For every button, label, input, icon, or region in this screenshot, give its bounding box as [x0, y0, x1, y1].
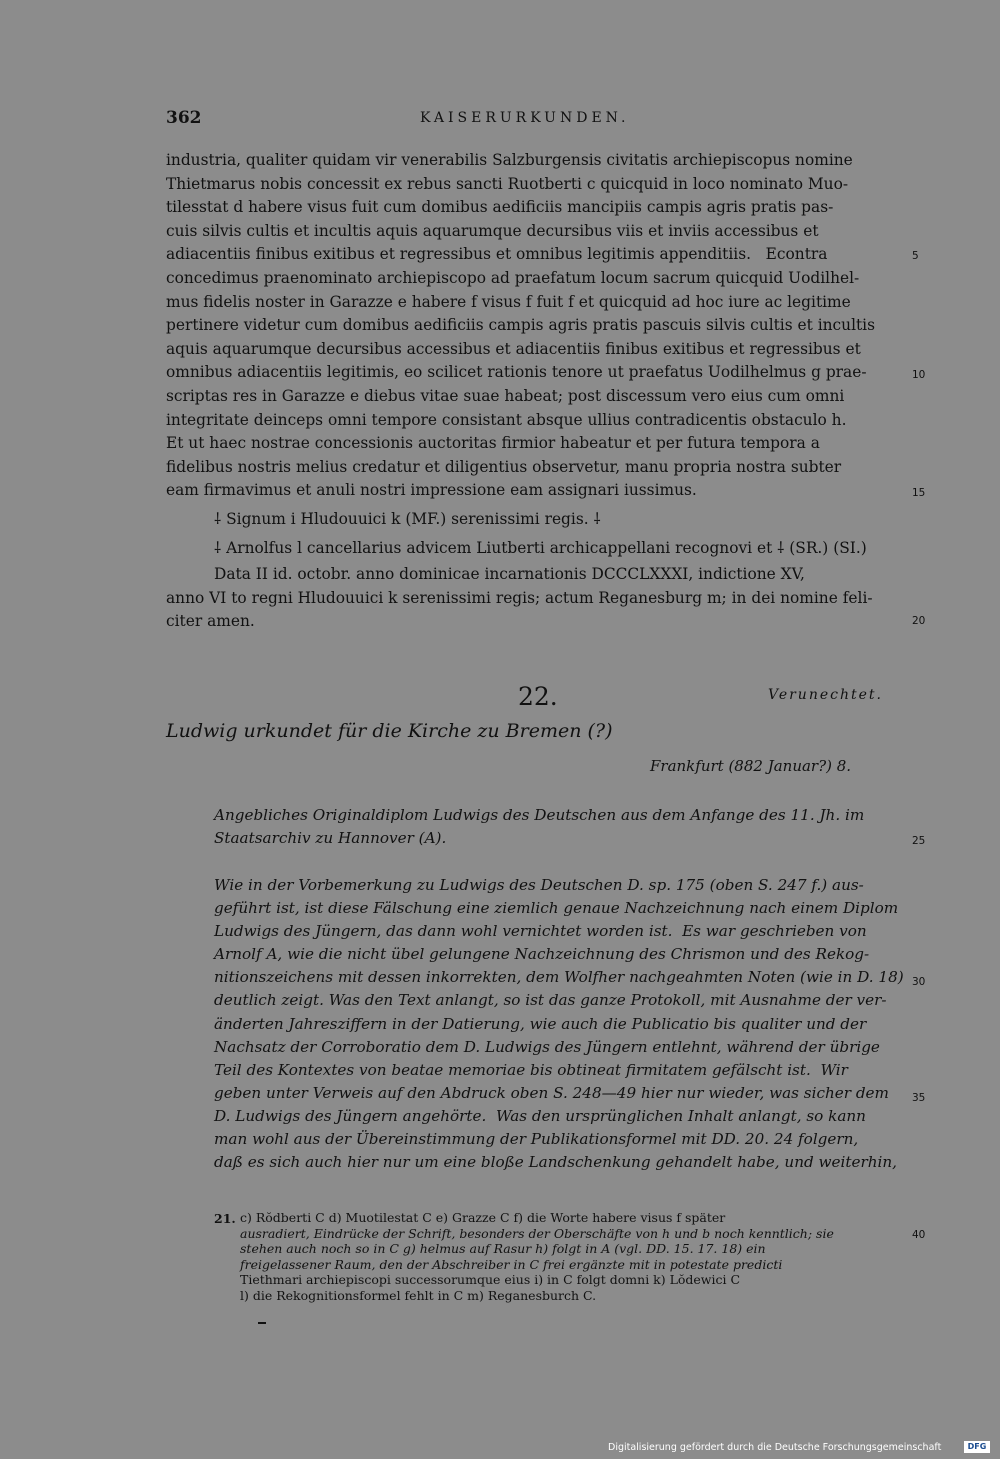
- text-line: scriptas res in Garazze e diebus vitae suae habeat; post discessum vero eius cum omni: [166, 386, 845, 405]
- text-line: man wohl aus der Übereinstimmung der Publikationsformel mit DD. 20. 24 folgern,: [214, 1130, 859, 1149]
- dating-clause: [166, 563, 901, 634]
- text-line: Data II id. octobr. anno dominicae incarnationis DCCCLXXXI, indictione XV,: [214, 565, 805, 583]
- text-line: adiacentiis finibus exitibus et regressibus et omnibus legitimis appenditiis. Econtra: [166, 245, 828, 264]
- text-line: tilesstat d habere visus fuit cum domibus aedificiis mancipiis campis agris pratis pas-: [166, 198, 834, 217]
- document-21-text: [166, 149, 901, 503]
- text-line: Angebliches Originaldiplom Ludwigs des Deutschen aus dem Anfange des 11. Jh. im: [214, 806, 865, 824]
- running-head: KAISERURKUNDEN.: [420, 110, 630, 126]
- margin-line-number: 5: [912, 250, 919, 262]
- margin-line-number: 30: [912, 976, 926, 988]
- text-line: geführt ist, ist diese Fälschung eine ziemlich genaue Nachzeichnung nach einem Diplom: [214, 899, 899, 918]
- signum-line: ⸸ Signum i Hludouuici k (MF.) serenissimi regis. ⸸: [214, 510, 601, 528]
- margin-line-number: 40: [912, 1229, 926, 1241]
- text-line: daß es sich auch hier nur um eine bloße Landschenkung gehandelt habe, und weiterhin,: [214, 1153, 897, 1172]
- dfg-logo: DFG: [964, 1441, 990, 1453]
- commentary: [214, 874, 904, 1174]
- footnote-line: Tiethmari archiepiscopi successorumque eius i) in C folgt domni k) Lŏdewici C: [240, 1272, 741, 1287]
- text-line: nitionszeichens mit dessen inkorrekten, dem Wolfher nachgeahmten Noten (wie in D. 18): [214, 968, 904, 987]
- text-line: mus fidelis noster in Garazze e habere f visus f fuit f et quicquid ad hoc iure ac legitime: [166, 292, 851, 311]
- footnote-line: c) Rŏdberti C d) Muotilestat C e) Grazze C f) die Worte habere visus f später: [240, 1210, 726, 1225]
- page-number: 362: [166, 108, 202, 128]
- text-line: aquis aquarumque decursibus accessibus et adiacentiis finibus exitibus et regressibus et: [166, 339, 861, 358]
- footnote-line: l) die Rekognitionsformel fehlt in C m) Reganesburch C.: [240, 1287, 597, 1303]
- text-line: industria, qualiter quidam vir venerabilis Salzburgensis civitatis archiepiscopus nomine: [166, 151, 853, 169]
- footnote-line: freigelassener Raum, den der Abschreiber in C frei ergänzte mit in potestate predicti: [240, 1256, 783, 1272]
- recognition-line: ⸸ Arnolfus l cancellarius advicem Liutberti archicappellani recognovi et ⸸ (SR.) (SI.): [214, 539, 867, 557]
- text-line: pertinere videtur cum domibus aedificiis campis agris pratis pascuis silvis cultis et incultis: [166, 316, 875, 335]
- text-line: Ludwigs des Jüngern, das dann wohl vernichtet worden ist. Es war geschrieben von: [214, 922, 867, 941]
- text-line: D. Ludwigs des Jüngern angehörte. Was den ursprünglichen Inhalt anlangt, so kann: [214, 1106, 866, 1125]
- text-line: geben unter Verweis auf den Abdruck oben S. 248—49 hier nur wieder, was sicher dem: [214, 1083, 889, 1102]
- margin-line-number: 20: [912, 615, 926, 627]
- text-line: omnibus adiacentiis legitimis, eo scilicet rationis tenore ut praefatus Uodilhelmus g prae-: [166, 363, 867, 382]
- text-line: änderten Jahresziffern in der Datierung, wie auch die Publicatio bis qualiter und der: [214, 1014, 867, 1033]
- text-line: concedimus praenominato archiepiscopo ad praefatum locum sacrum quicquid Uodilhel-: [166, 268, 860, 287]
- text-line: cuis silvis cultis et incultis aquis aquarumque decursibus viis et inviis accessibus et: [166, 221, 819, 240]
- document-title: Ludwig urkundet für die Kirche zu Bremen (?): [166, 720, 613, 742]
- text-line: anno VI to regni Hludouuici k serenissimi regis; actum Reganesburg m; in dei nomine feli-: [166, 588, 873, 607]
- text-line: Staatsarchiv zu Hannover (A).: [214, 829, 447, 848]
- document-place-date: Frankfurt (882 Januar?) 8.: [650, 757, 852, 775]
- document-number: 22.: [518, 682, 558, 711]
- digitization-credit: Digitalisierung gefördert durch die Deutsche Forschungsgemeinschaft: [608, 1442, 942, 1453]
- text-line: citer amen.: [166, 612, 255, 631]
- source-note: [214, 804, 904, 850]
- footnotes: [240, 1210, 905, 1303]
- text-line: deutlich zeigt. Was den Text anlangt, so ist das ganze Protokoll, mit Ausnahme der ver-: [214, 991, 887, 1010]
- text-line: Arnolf A, wie die nicht übel gelungene Nachzeichnung des Chrismon und des Rekog-: [214, 945, 870, 964]
- text-line: Nachsatz der Corroboratio dem D. Ludwigs des Jüngern entlehnt, während der übrige: [214, 1037, 880, 1056]
- footnote-line: ausradiert, Eindrücke der Schrift, besonders der Oberschäfte von h und b noch kenntlich; sie: [240, 1225, 834, 1241]
- margin-line-number: 10: [912, 369, 926, 381]
- text-line: Wie in der Vorbemerkung zu Ludwigs des Deutschen D. sp. 175 (oben S. 247 f.) aus-: [214, 876, 864, 894]
- stray-mark: [258, 1322, 266, 1324]
- text-line: Teil des Kontextes von beatae memoriae bis obtineat firmitatem gefälscht ist. Wir: [214, 1060, 848, 1079]
- text-line: eam firmavimus et anuli nostri impressione eam assignari iussimus.: [166, 481, 697, 500]
- document-status: Verunechtet.: [768, 687, 883, 703]
- text-line: integritate deinceps omni tempore consistant absque ullius contradicentis obstaculo h.: [166, 410, 847, 429]
- text-line: fidelibus nostris melius credatur et diligentius observetur, manu propria nostra subter: [166, 457, 842, 476]
- text-line: Thietmarus nobis concessit ex rebus sancti Ruotberti c quicquid in loco nominato Muo-: [166, 174, 849, 193]
- footnote-line: stehen auch noch so in C g) helmus auf Rasur h) folgt in A (vgl. DD. 15. 17. 18) ein: [240, 1241, 766, 1256]
- margin-line-number: 25: [912, 835, 926, 847]
- margin-line-number: 15: [912, 487, 926, 499]
- margin-line-number: 35: [912, 1092, 926, 1104]
- text-line: Et ut haec nostrae concessionis auctoritas firmior habeatur et per futura tempora a: [166, 434, 820, 453]
- footnote-label: 21.: [214, 1211, 236, 1226]
